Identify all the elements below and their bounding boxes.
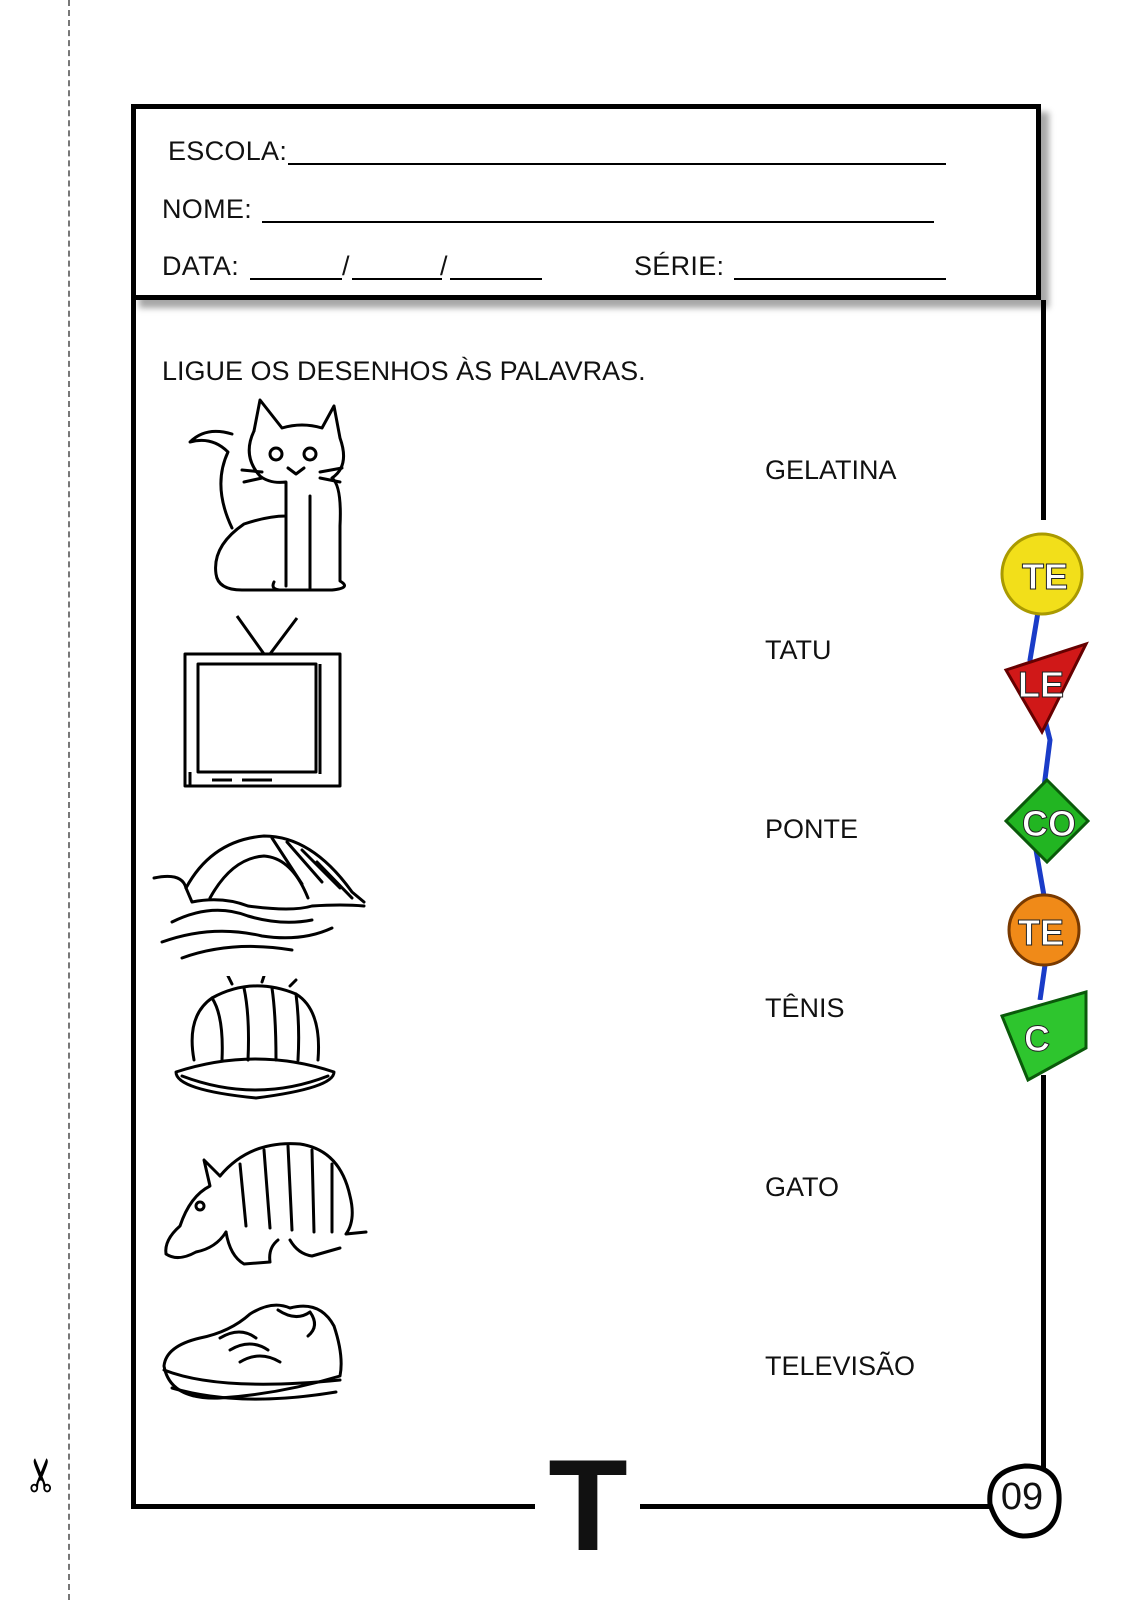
word-gato[interactable]: GATO [765,1172,840,1202]
data-day-field[interactable] [250,278,342,280]
cut-line [68,0,70,1600]
data-separator: / [440,251,448,281]
bridge-drawing[interactable] [152,832,372,962]
instruction-text: LIGUE OS DESENHOS ÀS PALAVRAS. [162,356,646,386]
word-tenis[interactable]: TÊNIS [765,993,845,1023]
serie-label: SÉRIE: [634,251,725,281]
page-number: 09 [1000,1476,1044,1518]
cat-drawing[interactable] [182,396,357,596]
nome-field[interactable] [262,221,934,223]
data-month-field[interactable] [352,278,442,280]
badge-label: CO [1022,803,1076,844]
data-year-field[interactable] [450,278,542,280]
badge-label: TE [1022,556,1069,597]
badge-label: C [1024,1018,1050,1059]
word-gelatina[interactable]: GELATINA [765,455,897,485]
serie-field[interactable] [734,278,946,280]
gelatin-drawing[interactable] [172,976,342,1111]
escola-label: ESCOLA: [168,136,288,166]
scissors-icon: ✂ [15,1455,68,1495]
word-tatu[interactable]: TATU [765,635,832,665]
frame-right-border-top [1041,300,1046,520]
page-frame [131,104,1048,1504]
armadillo-drawing[interactable] [160,1136,370,1284]
television-drawing[interactable] [182,612,347,792]
frame-bottom-right [640,1504,990,1509]
header-box [131,104,1041,300]
big-letter: T [548,1432,628,1578]
badge-label: LE [1018,664,1065,705]
word-televisao[interactable]: TELEVISÃO [765,1351,916,1381]
frame-bottom-left [131,1504,535,1509]
data-label: DATA: [162,251,240,281]
nome-label: NOME: [162,194,253,224]
word-ponte[interactable]: PONTE [765,814,859,844]
sneaker-drawing[interactable] [160,1296,350,1418]
escola-field[interactable] [288,163,946,165]
frame-right-border-bottom [1041,1075,1046,1470]
data-separator: / [342,251,350,281]
badge-label: TE [1018,912,1065,953]
